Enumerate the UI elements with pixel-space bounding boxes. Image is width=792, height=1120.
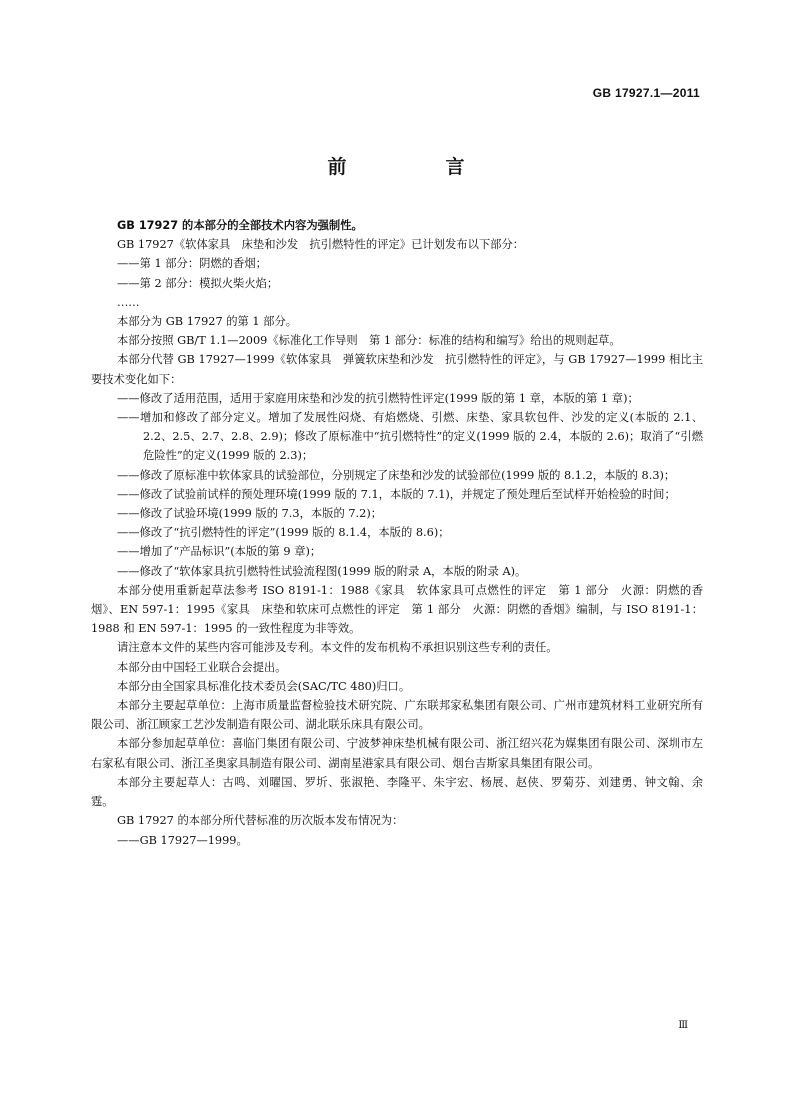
- body-paragraph: GB 17927 的本部分所代替标准的历次版本发布情况为：: [117, 814, 404, 828]
- change-list-item: ——增加了“产品标识”(本版的第 9 章)；: [117, 545, 322, 559]
- change-list-item: ——修改了适用范围，适用于家庭用床垫和沙发的抗引燃特性评定(1999 版的第 1 章，本版的第 1 章)；: [117, 391, 639, 405]
- page-number: Ⅲ: [678, 1020, 688, 1031]
- foreword-body: [91, 216, 703, 850]
- body-paragraph: 本部分由全国家具标准化技术委员会(SAC/TC 480)归口。: [117, 679, 411, 693]
- change-list-item: ——修改了“抗引燃特性的评定”(1999 版的 8.1.4，本版的 8.6)；: [117, 526, 450, 540]
- body-paragraph: 本部分主要起草人：古鸣、刘曜国、罗圻、张淑艳、李隆平、朱宇宏、杨展、赵侠、罗菊芬、刘建勇、钟文翰、余霆。: [91, 775, 703, 809]
- change-list-item: ——修改了试验前试样的预处理环境(1999 版的 7.1，本版的 7.1)，并规定了预处理后至试样开始检验的时间；: [117, 487, 676, 501]
- body-paragraph: ——第 1 部分：阴燃的香烟；: [117, 257, 267, 271]
- body-paragraph: ——GB 17927—1999。: [117, 833, 248, 847]
- body-paragraph: GB 17927《软体家具 床垫和沙发 抗引燃特性的评定》已计划发布以下部分：: [117, 238, 525, 252]
- body-paragraph: 本部分代替 GB 17927—1999《软体家具 弹簧软床垫和沙发 抗引燃特性的评定》，与 GB 17927—1999 相比主要技术变化如下：: [91, 353, 703, 386]
- body-paragraph: 本部分为 GB 17927 的第 1 部分。: [117, 315, 298, 329]
- header-standard-code: GB 17927.1—2011: [592, 86, 700, 100]
- body-paragraph: 本部分主要起草单位：上海市质量监督检验技术研究院、广东联邦家私集团有限公司、广州市建筑材料工业研究所有限公司、浙江顾家工艺沙发制造有限公司、湖北联乐床具有限公司。: [91, 699, 703, 732]
- change-list-item: ——修改了“软体家具抗引燃特性试验流程图(1999 版的附录 A，本版的附录 A)。: [117, 564, 527, 578]
- change-list-item: ——增加和修改了部分定义。增加了发展性闷烧、有焰燃烧、引燃、床垫、家具软包件、沙发的定义(本版的 2.1、2.2、2.5、2.7、2.8、2.9)；修改了原标准中“抗引燃特性”的定义(1999 版的 2.4，本版的 2.6)；取消了“引燃危险性”的定义(1999 版的 2.3)；: [117, 411, 703, 463]
- change-list-item: ——修改了试验环境(1999 版的 7.3，本版的 7.2)；: [117, 507, 383, 521]
- body-paragraph: 请注意本文件的某些内容可能涉及专利。本文件的发布机构不承担识别这些专利的责任。: [117, 641, 558, 655]
- body-paragraph: GB 17927 的本部分的全部技术内容为强制性。: [117, 219, 363, 232]
- body-paragraph: 本部分使用重新起草法参考 ISO 8191-1：1988《家具 软体家具可点燃性的评定 第 1 部分 火源：阴燃的香烟》、EN 597-1：1995《家具 床垫和软床可点燃性的评定 第 1 部分 火源：阴燃的香烟》编制，与 ISO 8191-1：1988 和 EN 597-1：1995 的一致性程度为非等效。: [91, 583, 703, 636]
- body-paragraph: 本部分按照 GB/T 1.1—2009《标准化工作导则 第 1 部分：标准的结构和编写》给出的规则起草。: [117, 334, 621, 348]
- body-paragraph: ……: [117, 295, 140, 309]
- page-title: 前 言: [327, 156, 505, 178]
- body-paragraph: 本部分参加起草单位：喜临门集团有限公司、宁波梦神床垫机械有限公司、浙江绍兴花为媒集团有限公司、深圳市左右家私有限公司、浙江圣奥家具制造有限公司、湖南星港家具有限公司、烟台吉斯家具集团有限公司。: [91, 737, 703, 770]
- change-list-item: ——修改了原标准中软体家具的试验部位，分别规定了床垫和沙发的试验部位(1999 版的 8.1.2，本版的 8.3)；: [117, 468, 676, 482]
- body-paragraph: 本部分由中国轻工业联合会提出。: [117, 660, 287, 674]
- body-paragraph: ——第 2 部分：模拟火柴火焰；: [117, 276, 279, 290]
